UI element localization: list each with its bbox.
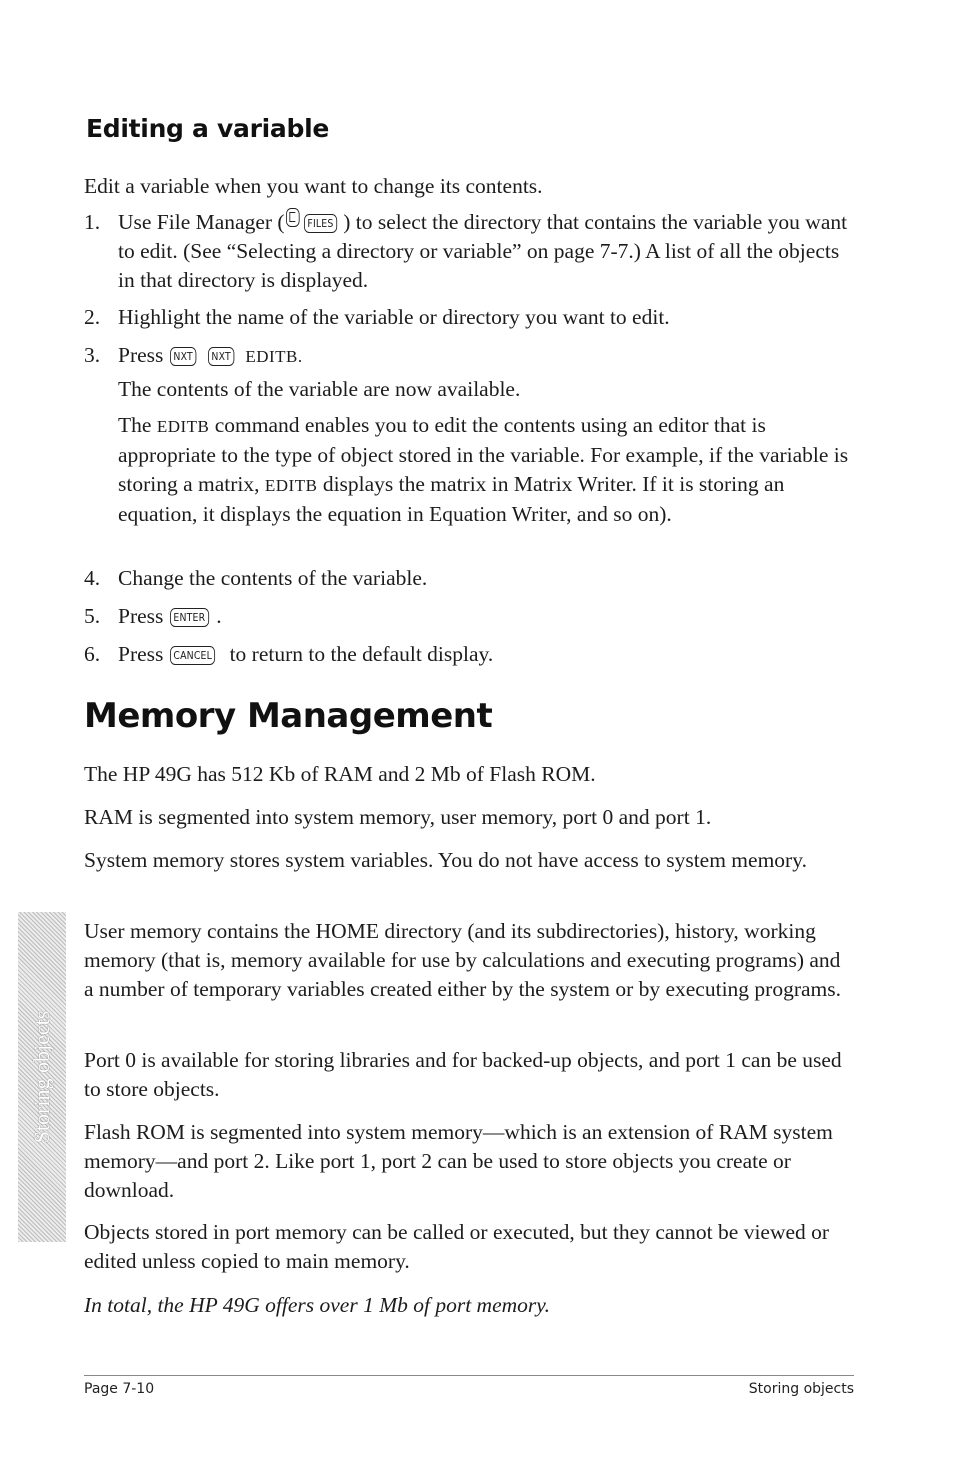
step-number: 6. [84,642,101,666]
memory-paragraph: Port 0 is available for storing libraries and for backed-up objects, and port 1 can be used to store objects. [84,1048,842,1101]
enter-key: ENTER [170,608,209,627]
step-text: Change the contents of the variable. [118,566,428,590]
step-text: Highlight the name of the variable or directory you want to edit. [118,305,670,329]
footer-rule [84,1375,854,1376]
editb-command: EDITB. [245,347,303,366]
memory-paragraph: System memory stores system variables. You do not have access to system memory. [84,848,807,872]
side-tab-label: Storing objects [29,1010,54,1144]
nxt-key: NXT [170,347,196,366]
memory-closing-note: In total, the HP 49G offers over 1 Mb of port memory. [84,1293,550,1317]
memory-paragraph: The HP 49G has 512 Kb of RAM and 2 Mb of Flash ROM. [84,762,596,786]
step3-note: The contents of the variable are now available. [118,377,521,401]
list-item [84,303,854,333]
memory-paragraph: RAM is segmented into system memory, user memory, port 0 and port 1. [84,805,712,829]
memory-paragraph: User memory contains the HOME directory (and its subdirectories), history, working memory (that is, memory available for use by calculations and executing programs) and a number of temporary variables created either by the system or by executing programs. [84,919,842,1001]
list-item [84,208,854,298]
step-text: ) to select the directory that contains the variable you want to edit. (See “Selecting a directory or variable” on page 7-7.) A list of all the objects in that directory is displayed. [118,210,848,292]
left-shift-key-icon [286,208,300,227]
step-number: 5. [84,604,101,628]
cancel-key: CANCEL [170,646,215,665]
step-text: Use File Manager ( [118,210,285,234]
section-heading: Editing a variable [86,114,329,143]
step-text: Press [118,642,164,666]
step-number: 2. [84,305,101,329]
step-text: Press [118,343,164,367]
files-key: FILES [304,214,337,233]
editb-command: EDITB [156,417,210,436]
list-item: 6. Press CANCEL to return to the default display. [84,640,854,670]
list-item [84,564,854,594]
editb-command: EDITB [264,476,318,495]
chapter-name: Storing objects [748,1381,854,1397]
page-number: Page 7-10 [84,1381,155,1397]
step-number: 4. [84,566,101,590]
nxt-key: NXT [208,347,234,366]
step-number: 1. [84,210,101,234]
list-item [84,341,854,371]
step-text: Press [118,604,164,628]
step3-description: The EDITB command enables you to edit the contents using an editor that is appropriate to the type of object stored in the variable. For example, if the variable is storing a matrix, EDITB displays the matrix in Matrix Writer. If it is storing an equation, it displays the equation in Equation Writer, and so on). [118,413,849,526]
memory-paragraph: Objects stored in port memory can be called or executed, but they cannot be viewed or edited unless copied to main memory. [84,1220,830,1273]
memory-heading: Memory Management [84,696,493,736]
intro-paragraph: Edit a variable when you want to change its contents. [84,174,543,198]
step-number: 3. [84,343,101,367]
list-item: 5. Press ENTER . [84,602,854,632]
memory-paragraph: Flash ROM is segmented into system memory—which is an extension of RAM system memory—and port 2. Like port 1, port 2 can be used to store objects you create or download. [84,1120,833,1202]
